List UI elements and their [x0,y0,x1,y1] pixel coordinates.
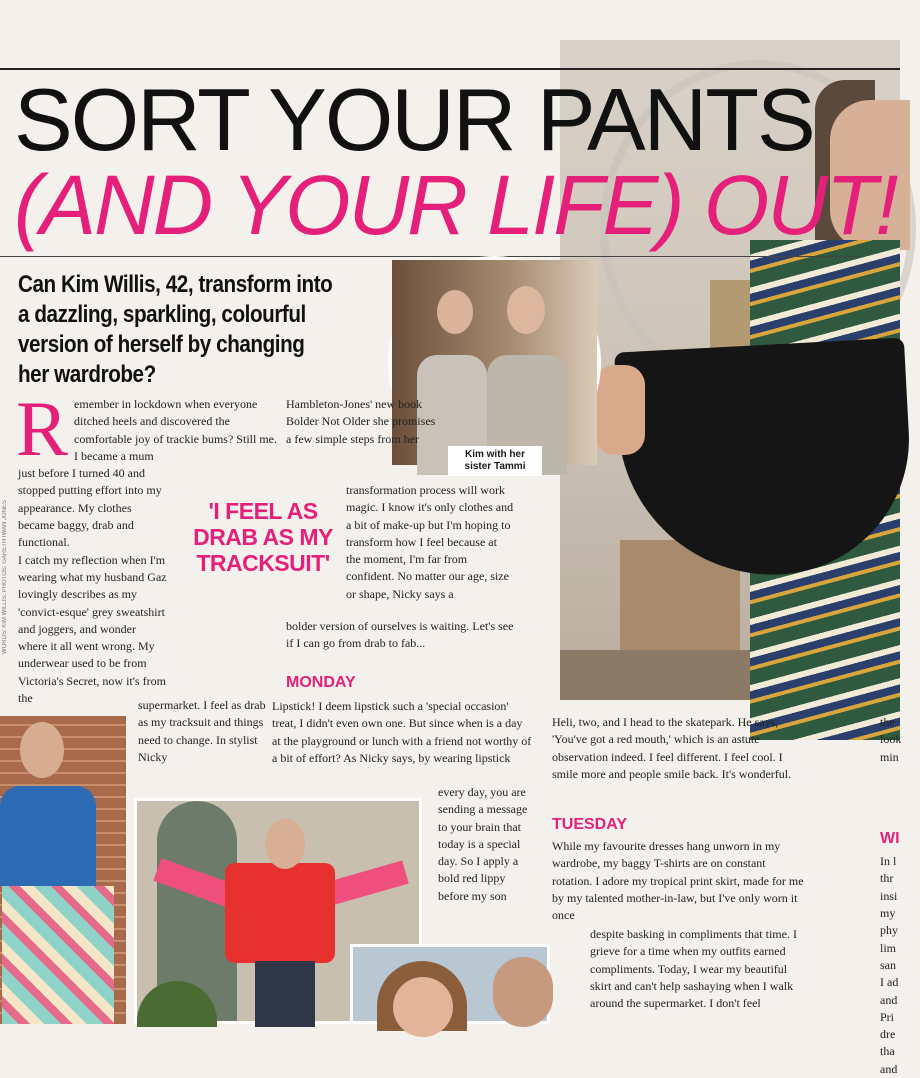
sister-kim-head [437,290,473,334]
standfirst: Can Kim Willis, 42, transform into a dazzling, sparkling, colourful version of herself by changing her wardrobe? [18,271,333,388]
cropped-line: and [880,992,898,1007]
floral-skirt [2,886,114,1024]
paragraph: I catch my reflection when I'm wearing what my husband Gaz lovingly describes as my 'convict-esque' grey sweatshirt and joggers, and wonder where it all went wrong. My underwear used to be from Victoria's Secret, now it's from the [18,552,167,706]
background-figure [493,957,553,1027]
head [265,819,305,869]
cropped-line: thr [880,871,894,886]
cropped-line: In l [880,854,897,869]
head [20,722,64,778]
face [393,977,453,1037]
body-column-3: Heli, two, and I head to the skatepark. He says, 'You've got a red mouth,' which is an astute observation indeed. I feel different. I feel cool. I smile more and people smile back. It's wonderful. [552,715,792,781]
sister-tammi-head [507,286,545,334]
cropped-subhead: WI [880,829,900,847]
photo-red-lipstick [350,944,550,1024]
cropped-line: san [880,957,896,972]
monday-text-continued: every day, you are sending a message to your brain that today is a special day. So I apply a bold red lippy before my son [438,785,528,903]
cropped-line: insi [880,888,898,903]
cropped-next-column [880,714,920,1078]
cropped-line: lim [880,940,897,955]
monday-text: Lipstick! I deem lipstick such a 'special occasion' treat, I didn't even own one. But since when is a day at the playground or lunch with a friend not worthy of a bit of effort? As Nicky says, by wearing lipstick [272,699,532,765]
cropped-line: tha [880,1044,895,1059]
body-column-2-end: bolder version of ourselves is waiting. Let's see if I can go from drab to fab... [286,619,514,651]
pull-quote: 'I FEEL AS DRAB AS MY TRACKSUIT' [193,498,333,576]
subhead-monday: MONDAY [286,674,356,691]
cropped-line: my [880,906,896,921]
paragraph: emember in lockdown when everyone ditched heels and discovered the comfortable joy of trackie bums? Still me. [74,397,277,446]
headline-rule [0,256,860,257]
cropped-line: phy [880,923,898,938]
jeans [255,961,315,1027]
cropped-line: and [880,1061,898,1076]
hand [595,365,645,455]
headline-line-2: (AND YOUR LIFE) OUT! [14,158,897,252]
paragraph: I became a mum just before I turned 40 and stopped putting effort into my appearance. My clothes became baggy, drab and functional. [18,448,162,550]
tuesday-text: While my favourite dresses hang unworn in my wardrobe, my baggy T-shirts are on constant rotation. I adore my tropical print skirt, made for me by my talented mother-in-law, but I've only worn it once [552,839,804,923]
body-column-1-end: supermarket. I feel as drab as my tracksuit and things need to change. In stylist Nicky [138,698,266,764]
subhead-tuesday: TUESDAY [552,816,627,833]
tuesday-text-continued: despite basking in compliments that time. I grieve for a time when my outfits earned compliments. Today, I wear my beautiful skirt and can't help sashaying when I walk around the supermarket. I don't feel [590,927,797,1011]
cropped-line: I ad [880,975,899,990]
headline-line-1: SORT YOUR PANTS [14,70,814,169]
drop-cap: R [16,385,69,472]
cropped-line: the [880,715,895,729]
cropped-line: Pri [880,1009,895,1024]
photo-floral-skirt-outfit [0,716,126,1024]
cropped-line: look [880,732,902,747]
body-column-2-top: Hambleton-Jones' new book Bolder Not Older she promises a few simple steps from her [286,397,436,446]
red-jumper [225,863,335,963]
blue-top [0,786,96,886]
right-arm [325,860,409,905]
body-column-2-middle: transformation process will work magic. I know it's only clothes and a bit of make-up but I'm hoping to transform how I feel because at the moment, I'm far from confident. No matter our age, size or shape, Nicky says a [346,483,514,601]
cropped-line: min [880,749,899,764]
photo-caption: Kim with her sister Tammi [448,446,542,476]
photo-credit: WORDS: KIM WILLIS. PHOTOS: GARETH IWAN JONES [2,500,8,655]
cropped-line: dre [880,1027,896,1042]
